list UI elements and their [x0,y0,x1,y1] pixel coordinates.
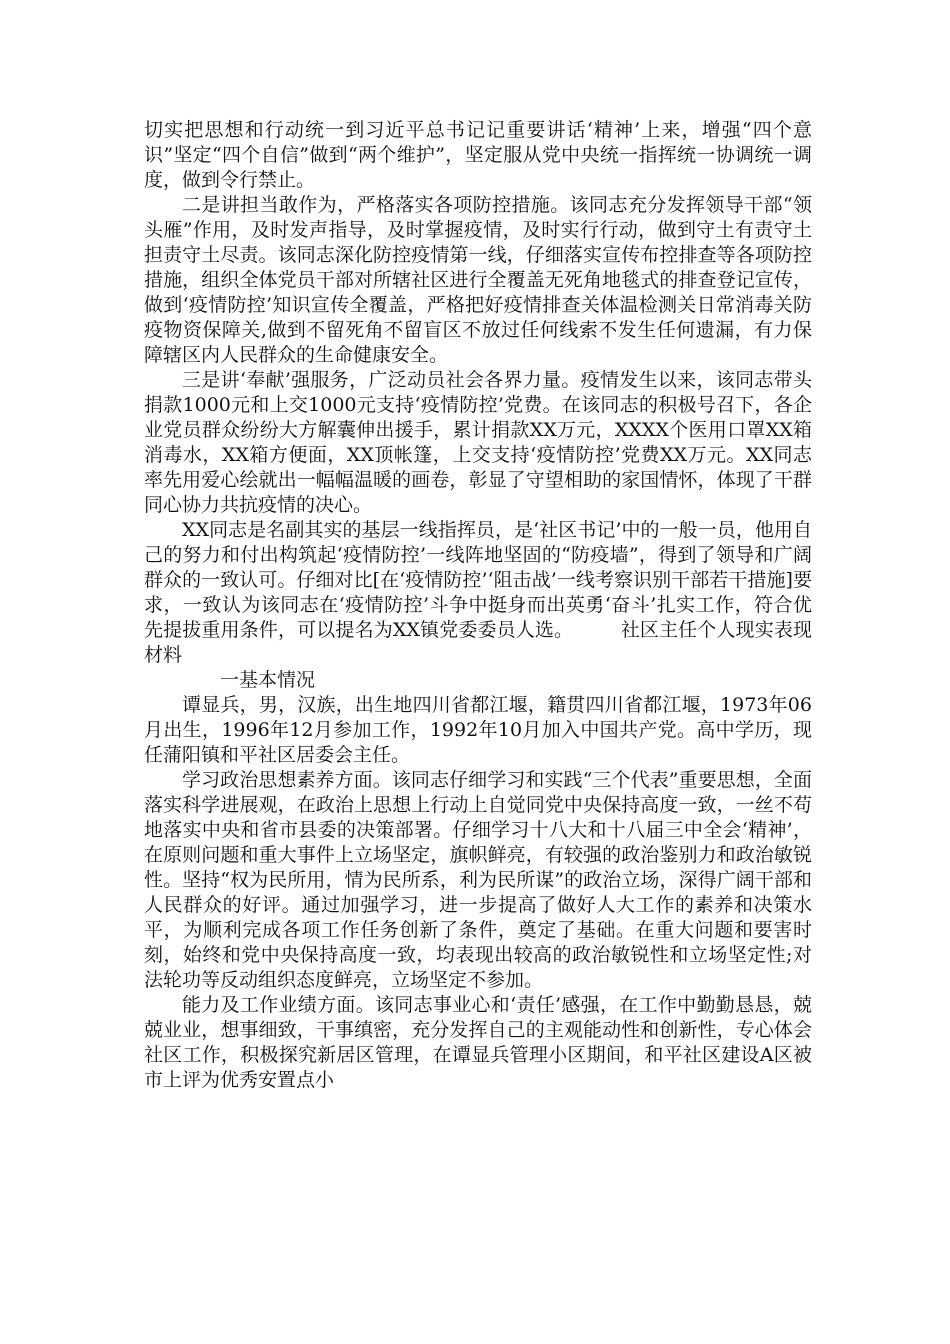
paragraph-6: 学习政治思想素养方面。该同志仔细学习和实践“三个代表”重要思想，全面落实科学进展观，在政治上思想上行动上自觉同党中央保持高度一致，一丝不苟地落实中央和省市县委的决策部署。仔细学习十八大和十八届三中全会‘精神’，在原则问题和重大事件上立场坚定，旗帜鲜亮，有较强的政治鉴别力和政治敏锐性。坚持“权为民所用，情为民所系，利为民所谋”的政治立场，深得广阔干部和人民群众的好评。通过加强学习，进一步提高了做好人大工作的素养和决策水平，为顺利完成各项工作任务创新了条件，奠定了基础。在重大问题和要害时刻，始终和党中央保持高度一致，均表现出较高的政治敏锐性和立场坚定性;对法轮功等反动组织态度鲜亮，立场坚定不参加。 [144,769,812,991]
paragraph-4-body: XX同志是名副其实的基层一线指挥员，是‘社区书记’中的一般一员，他用自己的努力和付出构筑起‘疫情防控’一线阵地坚固的“防疫墙”，得到了领导和广阔群众的一致认可。仔细对比[在‘疫情防控’‘阻击战’一线考察识别干部若干措施]要求，一致认为该同志在‘疫情防控’斗争中挺身而出英勇‘奋斗’扎实工作，符合优先提拔重用条件，可以提名为XX镇党委委员人选。 [144,519,812,641]
paragraph-4 [144,518,812,668]
section-heading: 一基本情况 [220,669,316,691]
document-page [144,118,812,1093]
paragraph-3: 三是讲‘奉献’强服务，广泛动员社会各界力量。疫情发生以来，该同志带头捐款1000元和上交1000元支持‘疫情防控’党费。在该同志的积极号召下，各企业党员群众纷纷大方解囊伸出援手，累计捐款XX万元，XXXX个医用口罩XX箱消毒水，XX箱方便面，XX顶帐篷，上交支持‘疫情防控’党费XX万元。XX同志率先用爱心绘就出一幅幅温暖的画卷，彰显了守望相助的家国情怀，体现了干群同心协力共抗疫情的决心。 [144,369,812,516]
paragraph-1: 切实把思想和行动统一到习近平总书记记重要讲话‘精神’上来，增强“四个意识”坚定“四个自信”做到“两个维护”，坚定服从党中央统一指挥统一协调统一调度，做到令行禁止。 [144,119,812,191]
document-title: 社区主任个人现实表现材料 [144,619,812,666]
paragraph-2: 二是讲担当敢作为，严格落实各项防控措施。该同志充分发挥领导干部“领头雁”作用，及时发声指导，及时掌握疫情，及时实行行动，做到守土有责守土担责守土尽责。该同志深化防控疫情第一线，仔细落实宣传布控排查等各项防控措施，组织全体党员干部对所辖社区进行全覆盖无死角地毯式的排查登记宣传，做到‘疫情防控’知识宣传全覆盖，严格把好疫情排查关体温检测关日常消毒关防疫物资保障关,做到不留死角不留盲区不放过任何线索不发生任何遗漏，有力保障辖区内人民群众的生命健康安全。 [144,194,812,366]
paragraph-5: 谭显兵，男，汉族，出生地四川省都江堰，籍贯四川省都江堰，1973年06月出生，1996年12月参加工作，1992年10月加入中国共产党。高中学历，现任蒲阳镇和平社区居委会主任。 [144,694,812,766]
paragraph-7: 能力及工作业绩方面。该同志事业心和‘责任’感强，在工作中勤勤恳恳，兢兢业业，想事细致，干事缜密，充分发挥自己的主观能动性和创新性，专心体会社区工作，积极探究新居区管理，在谭显兵管理小区期间，和平社区建设A区被市上评为优秀安置点小 [144,994,812,1091]
